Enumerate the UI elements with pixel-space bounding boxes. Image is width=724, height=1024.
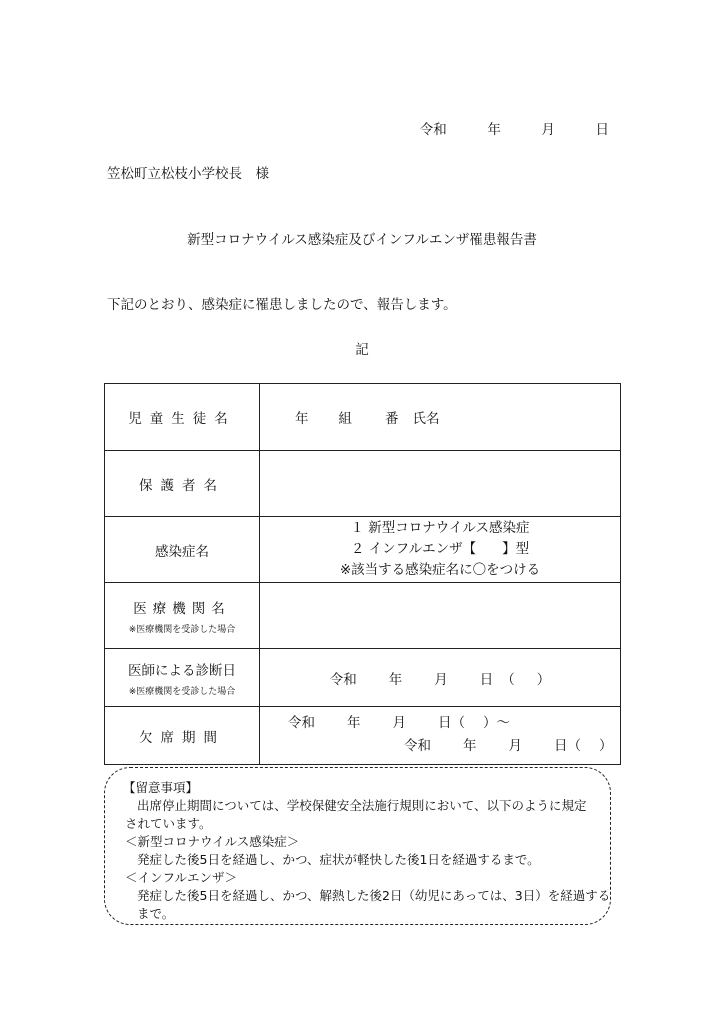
notice-covid-heading: ＜新型コロナウイルス感染症＞ (125, 834, 300, 849)
notice-flu-text-2: まで。 (137, 906, 175, 921)
diagnosis-era: 令和 (329, 671, 357, 688)
flu-prefix: ２ インフルエンザ【 (350, 541, 477, 557)
intro-text: 下記のとおり、感染症に罹患しましたので、報告します。 (107, 297, 457, 313)
student-class: 組 (338, 411, 352, 427)
addressee: 笠松町立松枝小学校長 様 (107, 166, 269, 182)
page-title: 新型コロナウイルス感染症及びインフルエンザ罹患報告書 (187, 232, 537, 248)
absence-end-paren-close: ） (599, 737, 613, 754)
absence-label-cell (105, 707, 260, 765)
guardian-row (105, 451, 621, 517)
notice-line-2: されています。 (125, 816, 212, 831)
diagnosis-row (105, 649, 621, 707)
medical-input-cell[interactable] (260, 583, 621, 649)
diagnosis-paren-open: （ (501, 671, 515, 688)
absence-period (260, 713, 620, 759)
notice-heading: 【留意事項】 (123, 780, 199, 795)
student-number: 番 (385, 411, 399, 427)
diagnosis-date (330, 672, 551, 688)
absence-start-paren-close: ） (483, 714, 497, 731)
notice-box (104, 767, 611, 925)
notice-line-1: 出席停止期間については、学校保健安全法施行規則において、以下のように規定 (137, 798, 587, 813)
diagnosis-day: 日 (479, 671, 494, 688)
absence-tilde: ～ (496, 714, 510, 731)
student-name: 氏名 (412, 411, 440, 427)
disease-row (105, 517, 621, 583)
date-month-unit: 月 (541, 122, 555, 138)
flu-suffix: 】型 (502, 541, 530, 557)
absence-row (105, 707, 621, 765)
date-day-unit: 日 (595, 122, 609, 138)
guardian-label-cell (105, 451, 260, 517)
diagnosis-date-cell[interactable] (260, 649, 621, 707)
disease-instruction: ※該当する感染症名に〇をつける (339, 562, 541, 578)
student-fields (260, 407, 620, 427)
date-era: 令和 (419, 122, 447, 138)
date-year-unit: 年 (487, 122, 501, 138)
absence-start-era: 令和 (288, 714, 315, 731)
student-input-cell[interactable] (260, 384, 621, 451)
disease-label-cell (105, 517, 260, 583)
notice-flu-text-1: 発症した後5日を経過し、かつ、解熱した後2日（幼児にあっては、3日）を経過する (137, 888, 611, 903)
student-label-cell (105, 384, 260, 451)
disease-option-flu[interactable] (260, 539, 620, 560)
notice-covid-text: 発症した後5日を経過し、かつ、症状が軽快した後1日を経過するまで。 (137, 852, 540, 867)
student-row (105, 384, 621, 451)
disease-options-cell (260, 517, 621, 583)
notice-flu-heading: ＜インフルエンザ＞ (125, 870, 238, 885)
student-label: 児童生徒名 (128, 411, 236, 427)
disease-option-covid[interactable]: １ 新型コロナウイルス感染症 (350, 520, 530, 536)
diagnosis-note: ※医療機関を受診した場合 (128, 686, 236, 697)
diagnosis-year: 年 (388, 671, 403, 688)
absence-end-paren-open: （ (567, 737, 581, 754)
absence-start (288, 714, 510, 731)
disease-label: 感染症名 (155, 543, 209, 560)
medical-label-cell (105, 583, 260, 649)
diagnosis-label: 医師による診断日 (128, 662, 236, 679)
absence-label: 欠席期間 (139, 729, 225, 746)
guardian-label: 保護者名 (139, 477, 225, 494)
medical-note: ※医療機関を受診した場合 (128, 624, 236, 635)
absence-end-month: 月 (508, 737, 522, 754)
guardian-input-cell[interactable] (260, 451, 621, 517)
absence-end (404, 737, 613, 754)
date-line (420, 124, 609, 138)
absence-end-year: 年 (463, 737, 477, 754)
absence-start-year: 年 (347, 714, 361, 731)
diagnosis-label-cell (105, 649, 260, 707)
medical-row (105, 583, 621, 649)
student-year: 年 (295, 411, 309, 427)
absence-end-era: 令和 (404, 737, 431, 754)
report-form-table (104, 383, 621, 765)
medical-label: 医療機関名 (133, 600, 231, 617)
diagnosis-month: 月 (434, 671, 448, 688)
absence-start-paren-open: （ (451, 714, 465, 731)
absence-start-day: 日 (438, 714, 452, 731)
absence-start-month: 月 (392, 714, 406, 731)
diagnosis-paren-close: ） (536, 671, 551, 688)
absence-end-day: 日 (554, 737, 568, 754)
ki-marker: 記 (355, 342, 369, 358)
absence-period-cell[interactable] (260, 707, 621, 765)
